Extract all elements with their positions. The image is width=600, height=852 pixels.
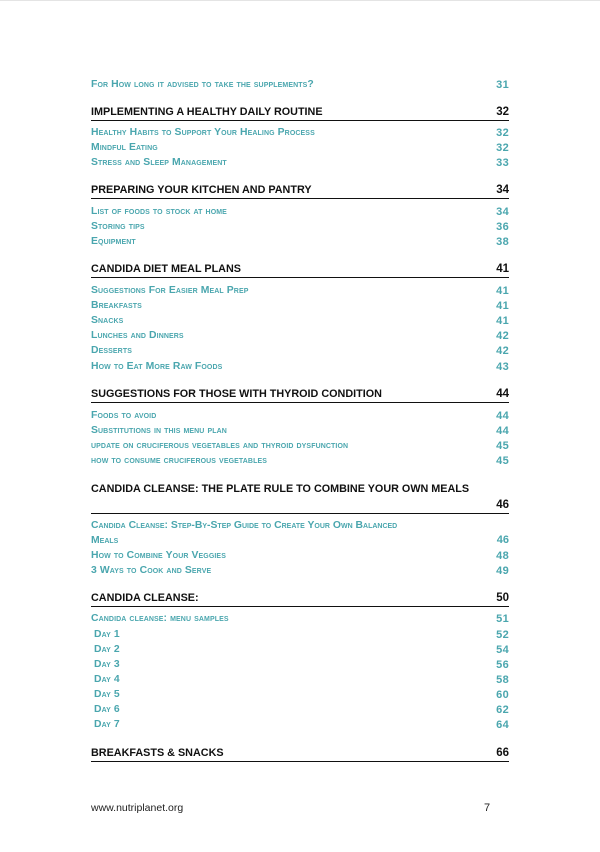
toc-entry-page: 43 [496,361,509,373]
toc-entry[interactable] [91,126,509,140]
toc-entry[interactable] [91,688,509,702]
toc-entry-page: 51 [496,613,509,625]
toc-entry-title: Foods to avoid [91,410,157,421]
toc-entry-page: 41 [496,315,509,327]
toc-entry-page: 42 [496,345,509,357]
toc-entry-title: how to consume cruciferous vegetables [91,455,267,466]
toc-heading[interactable] [91,481,509,514]
toc-entry-page: 33 [496,157,509,169]
toc-heading[interactable] [91,262,509,278]
toc-heading-page: 32 [496,106,509,118]
toc-entry-page: 48 [496,550,509,562]
toc-entry-title: Day 6 [94,704,120,715]
toc-entry[interactable] [91,329,509,343]
toc-heading-title: IMPLEMENTING A HEALTHY DAILY ROUTINE [91,106,323,118]
toc-entry-title: Desserts [91,345,132,356]
toc-entry[interactable] [91,439,509,453]
toc-entry[interactable] [91,703,509,717]
toc-entry[interactable] [91,564,509,578]
toc-heading-title: SUGGESTIONS FOR THOSE WITH THYROID CONDITION [91,388,382,400]
toc-entry-title: Suggestions For Easier Meal Prep [91,285,249,296]
toc-entry-page: 45 [496,440,509,452]
toc-entry-page: 45 [496,455,509,467]
toc-entry-page: 32 [496,142,509,154]
toc-entry-title: How to Combine Your Veggies [91,550,226,561]
toc-entry[interactable] [91,220,509,234]
toc-heading-title: CANDIDA CLEANSE: [91,592,199,604]
table-of-contents [0,1,600,852]
toc-entry-title: For How long it advised to take the supplements? [91,79,314,90]
toc-entry[interactable] [91,299,509,313]
toc-heading[interactable] [91,183,509,199]
toc-entry-title: Day 5 [94,689,120,700]
toc-entry-page: 38 [496,236,509,248]
toc-entry[interactable] [91,658,509,672]
toc-entry[interactable] [91,314,509,328]
footer-page-number: 7 [484,802,491,814]
toc-heading-title: CANDIDA DIET MEAL PLANS [91,263,241,275]
toc-entry[interactable] [91,673,509,687]
toc-heading[interactable] [91,746,509,762]
toc-entry-title: Lunches and Dinners [91,330,184,341]
toc-entry-page: 44 [496,425,509,437]
toc-entry-page: 56 [496,659,509,671]
toc-entry-title: Mindful Eating [91,142,158,153]
toc-heading[interactable] [91,387,509,403]
footer-website-link[interactable]: www.nutriplanet.org [91,802,184,814]
toc-entry[interactable] [91,424,509,438]
toc-entry[interactable] [91,360,509,374]
toc-entry[interactable] [91,156,509,170]
toc-entry-page: 54 [496,644,509,656]
toc-entry[interactable] [91,141,509,155]
toc-entry[interactable] [91,78,509,92]
toc-heading-page: 46 [496,499,509,511]
toc-entry-title: Snacks [91,315,124,326]
toc-entry-page: 46 [496,534,509,546]
toc-entry-title: Day 3 [94,659,120,670]
toc-heading[interactable] [91,591,509,607]
toc-entry[interactable] [91,344,509,358]
toc-entry-page: 64 [496,719,509,731]
toc-entry-title: Storing tips [91,221,145,232]
toc-entry-title: Day 2 [94,644,120,655]
toc-entry-page: 36 [496,221,509,233]
toc-entry[interactable] [91,612,509,626]
toc-entry[interactable] [91,518,509,548]
toc-entry-page: 34 [496,206,509,218]
toc-entry[interactable] [91,718,509,732]
toc-heading[interactable] [91,105,509,121]
toc-entry-title: Stress and Sleep Management [91,157,227,168]
toc-entry-title-line1: Candida Cleanse: Step-By-Step Guide to Create Your Own Balanced [91,520,398,531]
toc-entry-title: Day 4 [94,674,120,685]
toc-entry-page: 44 [496,410,509,422]
toc-entry-title: Breakfasts [91,300,142,311]
toc-heading-title: CANDIDA CLEANSE: THE PLATE RULE TO COMBINE YOUR OWN MEALS [91,483,470,495]
toc-heading-title: PREPARING YOUR KITCHEN AND PANTRY [91,184,312,196]
toc-entry-title: How to Eat More Raw Foods [91,361,223,372]
toc-entry-title: Candida cleanse: menu samples [91,613,229,624]
toc-entry-title: Substitutions in this menu plan [91,425,227,436]
toc-entry-title-line2: Meals [91,535,119,546]
toc-entry-page: 41 [496,285,509,297]
toc-entry[interactable] [91,454,509,468]
toc-entry-page: 49 [496,565,509,577]
toc-heading-page: 66 [496,747,509,759]
toc-entry[interactable] [91,205,509,219]
toc-entry-title: Equipment [91,236,136,247]
toc-entry[interactable] [91,549,509,563]
toc-entry[interactable] [91,643,509,657]
toc-entry-page: 32 [496,127,509,139]
toc-entry[interactable] [91,409,509,423]
toc-entry[interactable] [91,235,509,249]
toc-entry-title: Healthy Habits to Support Your Healing Process [91,127,315,138]
toc-entry-title: Day 1 [94,629,120,640]
toc-heading-page: 41 [496,263,509,275]
toc-heading-page: 44 [496,388,509,400]
toc-entry-title: update on cruciferous vegetables and thyroid dysfunction [91,440,349,451]
toc-entry-page: 52 [496,629,509,641]
toc-entry-title: Day 7 [94,719,120,730]
toc-heading-page: 50 [496,592,509,604]
toc-heading-page: 34 [496,184,509,196]
toc-entry-page: 41 [496,300,509,312]
toc-entry-title: 3 Ways to Cook and Serve [91,565,212,576]
toc-entry[interactable] [91,284,509,298]
toc-entry-page: 60 [496,689,509,701]
toc-entry-page: 31 [496,79,509,91]
toc-entry-title: List of foods to stock at home [91,206,227,217]
toc-entry-page: 42 [496,330,509,342]
toc-entry-page: 58 [496,674,509,686]
toc-heading-title: BREAKFASTS & SNACKS [91,747,224,759]
toc-entry[interactable] [91,628,509,642]
toc-entry-page: 62 [496,704,509,716]
